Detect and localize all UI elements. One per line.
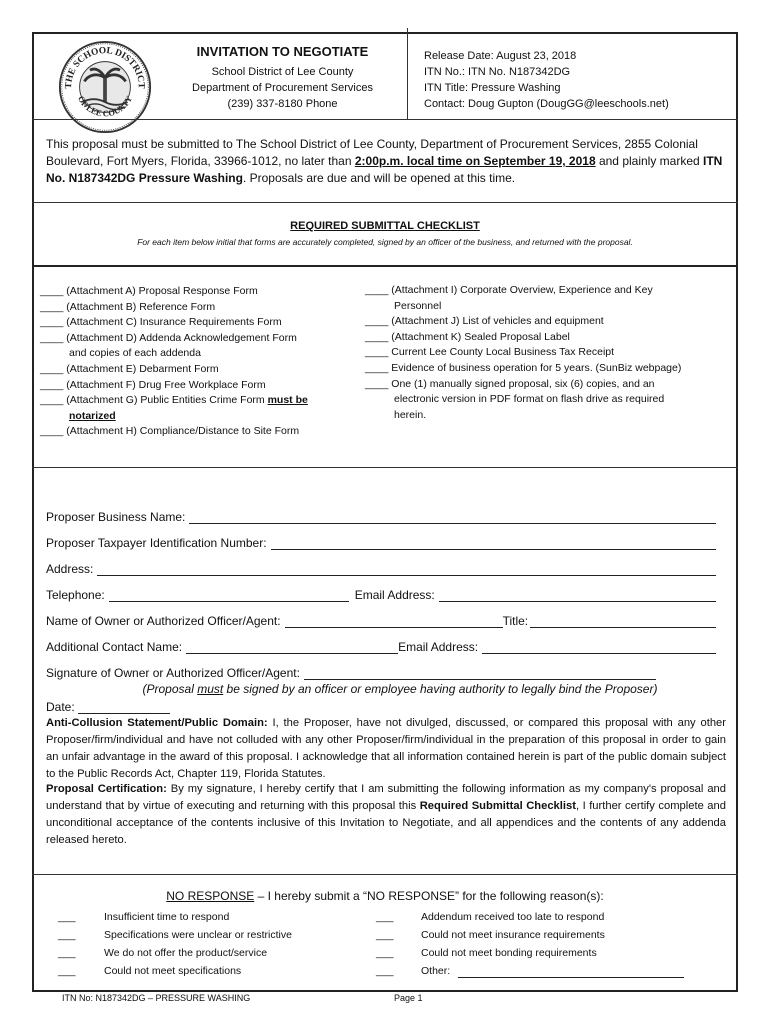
submission-instructions [46,136,728,187]
title-label: Title: [502,614,529,628]
notarized-note: must be [267,394,308,407]
no-response-heading-rest: – I hereby submit a “NO RESPONSE” for the following reason(s): [254,889,604,903]
option-label: Addendum received too late to respond [421,911,605,923]
title-field[interactable] [530,615,716,628]
seal-text-top: THE SCHOOL DISTRICT [64,46,146,89]
additional-contact-label: Additional Contact Name: [46,640,183,654]
address-field[interactable] [97,563,716,576]
anti-collusion-text: I, the Proposer, have not divulged, discussed, or compared this proposal with any other Proposer/firm/individual and have not colluded with any other Proposer/firm/individual in the preparation of this proposal in order to gain an unfair advantage in the award of this proposal. I acknowledge that all information contained herein is part of the public domain subject to the Public Records Act, Chapter 119, Florida Statutes. [46,717,726,780]
seal-text-bottom: OF LEE COUNTY [75,94,135,119]
option-blank: ___ [58,947,76,959]
address-row [46,560,716,576]
checklist-item-cont: herein. [394,408,427,421]
taxpayer-id-row [46,534,716,550]
checklist-item[interactable]: ____ (Attachment K) Sealed Proposal Label [365,330,570,343]
org-line: Department of Procurement Services [192,82,373,94]
additional-contact-row [46,638,716,654]
page-number: Page 1 [394,993,423,1003]
option-blank: ___ [58,965,76,977]
rule-checklist-head [32,265,738,267]
option-label: Could not meet bonding requirements [421,947,597,959]
date-field[interactable] [78,701,170,714]
signature-row [46,664,656,680]
option-label: Could not meet specifications [104,965,242,977]
release-date: Release Date: August 23, 2018 [424,50,577,62]
checklist-subtitle: For each item below initial that forms are accurately completed, signed by an officer of the business, and returned with the proposal. [137,237,633,247]
additional-contact-field[interactable] [186,641,398,654]
no-response-title [0,889,770,903]
option-blank: ___ [376,965,394,977]
header-divider [407,28,408,119]
checklist-item[interactable]: ____ (Attachment D) Addenda Acknowledgement Form [40,331,297,344]
telephone-field[interactable] [109,589,349,602]
itn-number: ITN No.: ITN No. N187342DG [424,66,571,78]
notarized-note: notarized [69,409,116,422]
checklist-item[interactable]: ____ (Attachment E) Debarment Form [40,362,219,375]
org-line: (239) 337-8180 Phone [227,98,338,110]
checklist-item[interactable]: ____ (Attachment F) Drug Free Workplace Form [40,378,266,391]
certification-label: Proposal Certification: [46,783,167,795]
signature-field[interactable] [304,667,656,680]
checklist-item-cont: and copies of each addenda [69,347,201,360]
no-response-option[interactable] [376,947,597,959]
intro-text: . Proposals are due and will be opened at this time. [242,171,516,185]
option-label: Specifications were unclear or restrictive [104,929,292,941]
taxpayer-id-label: Proposer Taxpayer Identification Number: [46,536,267,550]
school-district-seal [58,40,152,134]
business-name-field[interactable] [189,511,716,524]
checklist-item-label: ____ (Attachment G) Public Entities Crime Form [40,394,268,407]
checklist-item[interactable]: ____ (Attachment B) Reference Form [40,300,216,313]
checklist-right [365,283,681,423]
email-label: Email Address: [354,588,435,602]
owner-row [46,612,716,628]
checklist-item[interactable]: ____ One (1) manually signed proposal, six (6) copies, and an [365,377,655,390]
no-response-option[interactable] [58,965,242,977]
rule-form [32,874,738,875]
checklist-item[interactable]: ____ (Attachment H) Compliance/Distance to Site Form [40,425,300,438]
option-label: Insufficient time to respond [104,911,230,923]
checklist-item-cont: Personnel [394,299,442,312]
anti-collusion-statement [46,715,726,783]
checklist-item[interactable]: ____ (Attachment A) Proposal Response Form [40,285,258,297]
option-blank: ___ [376,911,394,923]
checklist-item[interactable]: ____ Evidence of business operation for 5 years. (SunBiz webpage) [365,361,682,374]
option-blank: ___ [376,929,394,941]
rule-intro [32,202,738,203]
rule-checklist [32,467,738,468]
checklist-item[interactable]: ____ (Attachment J) List of vehicles and equipment [365,315,604,328]
deadline: 2:00p.m. local time on September 19, 2018 [354,154,596,168]
checklist-reference: Required Submittal Checklist [419,800,576,812]
certification-text: , I further certify complete and unconditional acceptance of the contents inclusive of this Invitation to Negotiate, and all appendices and the contents of any addenda released hereto. [46,800,726,846]
checklist-item[interactable]: ____ (Attachment C) Insurance Requirements Form [40,316,282,329]
no-response-option[interactable] [58,911,230,923]
option-label: We do not offer the product/service [104,947,268,959]
email-label: Email Address: [398,640,479,654]
checklist-item[interactable]: ____ (Attachment I) Corporate Overview, Experience and Key [365,284,653,296]
taxpayer-id-field[interactable] [271,537,716,550]
certification-text: By my signature, I hereby certify that I am submitting the following information as my company's proposal and understand that by virtue of executing and returning with this proposal this [46,783,726,812]
intro-text: This proposal must be submitted to The School District of Lee County, Department of Procurement Services, 2855 Colonial Boulevard, Fort Myers, Florida, 33966-1012, no later than [46,137,698,168]
checklist-item[interactable] [40,393,308,409]
additional-email-field[interactable] [482,641,716,654]
option-label: Other: [421,965,451,977]
no-response-heading: NO RESPONSE [166,889,255,903]
email-field[interactable] [439,589,716,602]
telephone-label: Telephone: [46,588,105,602]
checklist-title: REQUIRED SUBMITTAL CHECKLIST [290,220,480,232]
anti-collusion-label: Anti-Collusion Statement/Public Domain: [46,717,268,729]
itn-title: ITN Title: Pressure Washing [424,82,561,94]
address-label: Address: [46,562,94,576]
no-response-option[interactable] [376,965,451,977]
owner-name-label: Name of Owner or Authorized Officer/Agent: [46,614,281,628]
business-name-label: Proposer Business Name: [46,510,186,524]
no-response-option[interactable] [58,929,292,941]
header-details [424,48,669,112]
contact-info: Contact: Doug Gupton (DougGG@leeschools.net) [424,98,669,110]
option-blank: ___ [376,947,394,959]
checklist-left [40,284,308,440]
footer-itn: ITN No: N187342DG – PRESSURE WASHING [62,993,251,1003]
header-center [170,44,395,112]
checklist-item-cont [40,409,308,425]
date-label: Date: [46,700,75,714]
checklist-item[interactable]: ____ Current Lee County Local Business Tax Receipt [365,346,615,359]
option-blank: ___ [58,911,76,923]
signature-note [0,682,770,696]
option-label: Could not meet insurance requirements [421,929,605,941]
signature-note-must: must [197,682,224,696]
signature-note-text: (Proposal [142,682,198,696]
no-response-option[interactable] [58,947,268,959]
business-name-row [46,508,716,524]
signature-label: Signature of Owner or Authorized Officer/Agent: [46,666,300,680]
itn-marking: ITN No. N187342DG Pressure Washing [46,154,723,185]
signature-note-text: be signed by an officer or employee having authority to legally bind the Proposer) [223,682,658,696]
date-row [46,698,246,714]
telephone-row [46,586,716,602]
proposal-certification [46,781,726,849]
checklist-item-cont: electronic version in PDF format on flash drive as required [394,393,665,406]
no-response-option[interactable] [376,929,605,941]
owner-name-field[interactable] [285,615,503,628]
document-title: INVITATION TO NEGOTIATE [196,44,369,59]
org-line: School District of Lee County [211,66,354,78]
intro-text: and plainly marked [595,154,704,168]
no-response-option[interactable] [376,911,605,923]
other-reason-field[interactable] [458,965,684,978]
option-blank: ___ [58,929,76,941]
